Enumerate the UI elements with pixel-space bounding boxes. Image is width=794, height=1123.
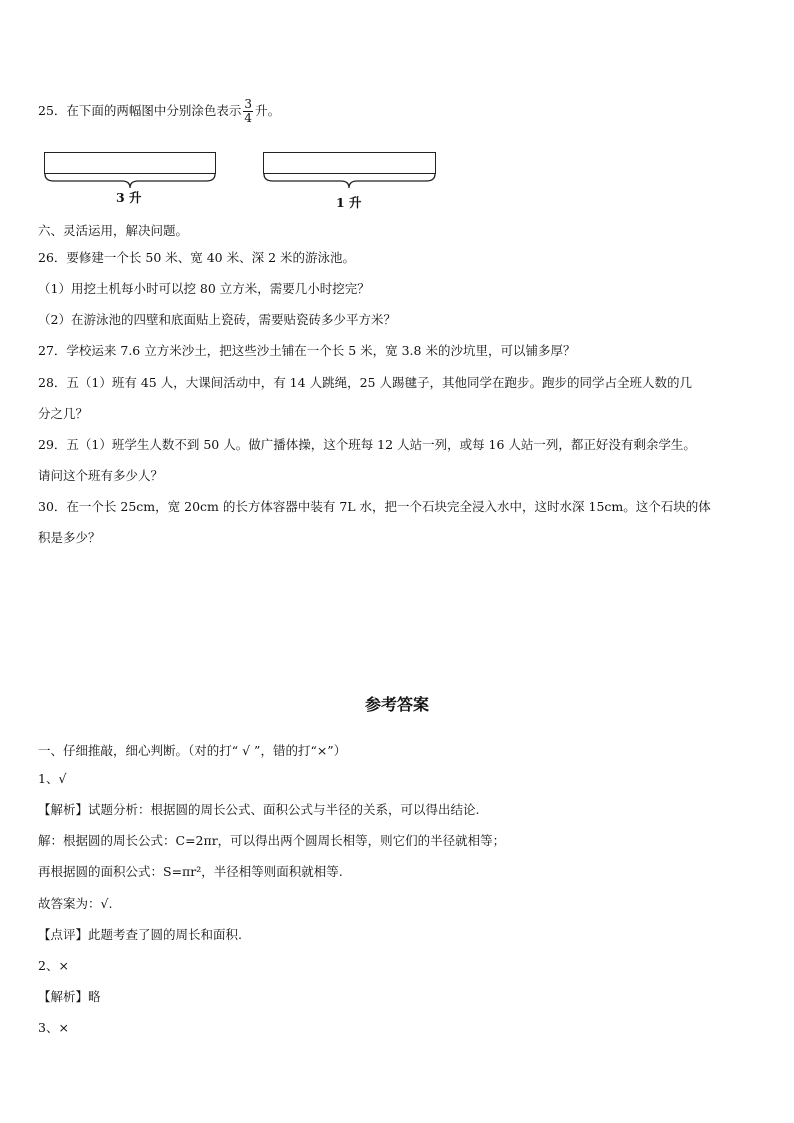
answer-2-analysis: 【解析】略 bbox=[38, 989, 101, 1004]
question-25 bbox=[38, 98, 280, 125]
fraction-numerator: 3 bbox=[244, 97, 253, 111]
answer-1-solution: 解：根据圆的周长公式：C=2πr，可以得出两个圆周长相等，则它们的半径就相等； bbox=[38, 833, 506, 848]
answers-title: 参考答案 bbox=[364, 695, 429, 714]
answer-1-comment: 【点评】此题考查了圆的周长和面积. bbox=[38, 927, 242, 942]
question-30-line-1: 30．在一个长 25cm，宽 20cm 的长方体容器中装有 7L 水，把一个石块完全浸入水中，这时水深 15cm。这个石块的体 bbox=[38, 499, 711, 514]
question-28-line-2: 分之几？ bbox=[38, 406, 89, 421]
fraction bbox=[243, 98, 253, 125]
question-26-part-1: （1）用挖土机每小时可以挖 80 立方米，需要几小时挖完？ bbox=[38, 281, 370, 296]
answer-3: 3、× bbox=[38, 1020, 69, 1035]
question-25-text: 25．在下面的两幅图中分别涂色表示 bbox=[38, 103, 242, 118]
question-25-unit: 升。 bbox=[255, 103, 281, 118]
question-27: 27．学校运来 7.6 立方米沙土，把这些沙土铺在一个长 5 米，宽 3.8 米的沙坑里，可以铺多厚？ bbox=[38, 343, 576, 358]
bar-3-liters bbox=[44, 152, 216, 174]
bar-3-liters-label: 3 升 bbox=[116, 190, 142, 205]
question-28-line-1: 28．五（1）班有 45 人，大课间活动中，有 14 人跳绳，25 人踢毽子，其他同学在跑步。跑步的同学占全班人数的几 bbox=[38, 375, 692, 390]
question-26-part-2: （2）在游泳池的四壁和底面贴上瓷砖，需要贴瓷砖多少平方米？ bbox=[38, 312, 396, 327]
answer-1: 1、√ bbox=[38, 771, 67, 786]
answer-1-area: 再根据圆的面积公式：S=πr²，半径相等则面积就相等. bbox=[38, 864, 343, 879]
fraction-denominator: 4 bbox=[244, 111, 253, 125]
bar-1-liter bbox=[263, 152, 436, 174]
brace-1-liter bbox=[263, 173, 436, 191]
section-6-heading: 六、灵活运用，解决问题。 bbox=[38, 223, 189, 238]
answer-1-result: 故答案为：√. bbox=[38, 896, 113, 911]
answer-2: 2、× bbox=[38, 958, 69, 973]
question-30-line-2: 积是多少？ bbox=[38, 530, 101, 545]
question-26: 26．要修建一个长 50 米、宽 40 米、深 2 米的游泳池。 bbox=[38, 250, 356, 265]
question-29-line-2: 请问这个班有多少人？ bbox=[38, 468, 164, 483]
question-29-line-1: 29．五（1）班学生人数不到 50 人。做广播体操，这个班每 12 人站一列，或每 16 人站一列，都正好没有剩余学生。 bbox=[38, 437, 696, 452]
answers-section-1: 一、仔细推敲，细心判断。（对的打“ √ ”，错的打“×”） bbox=[38, 743, 347, 758]
answer-1-analysis: 【解析】试题分析：根据圆的周长公式、面积公式与半径的关系，可以得出结论. bbox=[38, 802, 480, 817]
bar-1-liter-label: 1 升 bbox=[336, 195, 362, 210]
